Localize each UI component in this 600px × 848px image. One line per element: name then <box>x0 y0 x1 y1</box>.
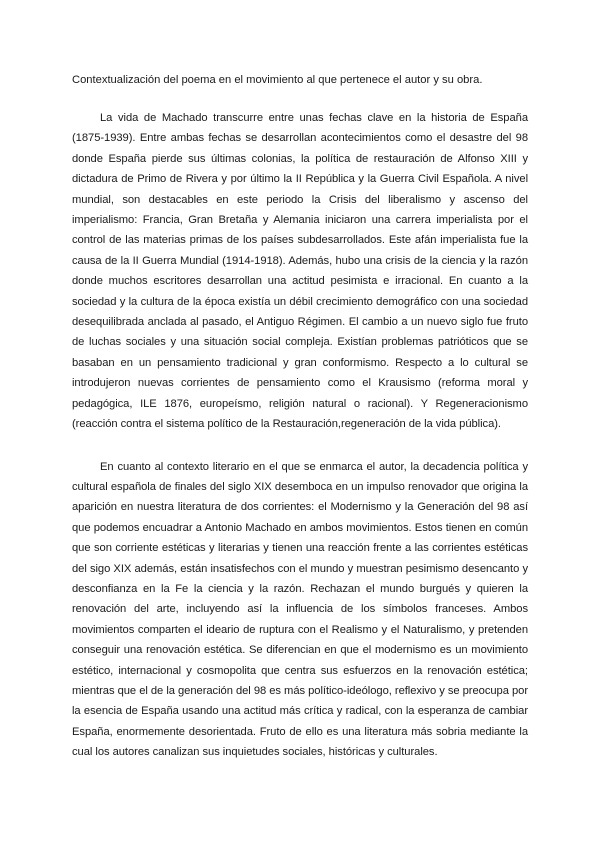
paragraph-literary-context: En cuanto al contexto literario en el que se enmarca el autor, la decadencia política y cultural española de finales del siglo XIX desemboca en un impulso renovador que origina la aparición en nuestra literatura de dos corrientes: el Modernismo y la Generación del 98 así que podemos encuadrar a Antonio Machado en ambos movimientos. Estos tienen en común que son corriente estéticas y literarias y tienen una reacción frente a las corrientes estéticas del sigo XIX además, están insatisfechos con el mundo y muestran pesimismo desencanto y desconfianza en la Fe la ciencia y la razón. Rechazan el mundo burgués y quieren la renovación del arte, incluyendo así la influencia de los símbolos franceses. Ambos movimientos comparten el ideario de ruptura con el Realismo y el Naturalismo, y pretenden conseguir una renovación estética. Se diferencian en que el modernismo es un movimiento estético, internacional y cosmopolita que centra sus esfuerzos en la renovación estética; mientras que el de la generación del 98 es más político-ideólogo, reflexivo y se preocupa por la esencia de España usando una actitud más crítica y radical, con la esperanza de cambiar España, enormemente desorientada. Fruto de ello es una literatura más sobria mediante la cual los autores canalizan sus inquietudes sociales, históricas y culturales. <box>72 460 528 759</box>
document-heading: Contextualización del poema en el movimiento al que pertenece el autor y su obra. <box>72 74 483 86</box>
paragraph-historical-context: La vida de Machado transcurre entre unas fechas clave en la historia de España (1875-1939). Entre ambas fechas se desarrollan acontecimientos como el desastre del 98 donde España pierde sus últimas colonias, la política de restauración de Alfonso XIII y dictadura de Primo de Rivera y por último la II República y la Guerra Civil Española. A nivel mundial, son destacables en este periodo la Crisis del liberalismo y ascenso del imperialismo: Francia, Gran Bretaña y Alemania iniciaron una carrera imperialista por el control de las materias primas de los países subdesarrollados. Este afán imperialista fue la causa de la II Guerra Mundial (1914-1918). Además, hubo una crisis de la ciencia y la razón donde muchos escritores desarrollan una actitud pesimista e irracional. En cuanto a la sociedad y la cultura de la época existía un débil crecimiento demográfico con una sociedad desequilibrada anclada al pasado, el Antiguo Régimen. El cambio a un nuevo siglo fue fruto de luchas sociales y una situación social compleja. Existían problemas patrióticos que se basaban en un pensamiento tradicional y gran conformismo. Respecto a lo cultural se introdujeron nuevas corrientes de pensamiento como el Krausismo (reforma moral y pedagógica, ILE 1876, europeísmo, religión natural o racional). Y Regeneracionismo (reacción contra el sistema político de la Restauración,regeneración de la vida pública). <box>72 112 528 431</box>
